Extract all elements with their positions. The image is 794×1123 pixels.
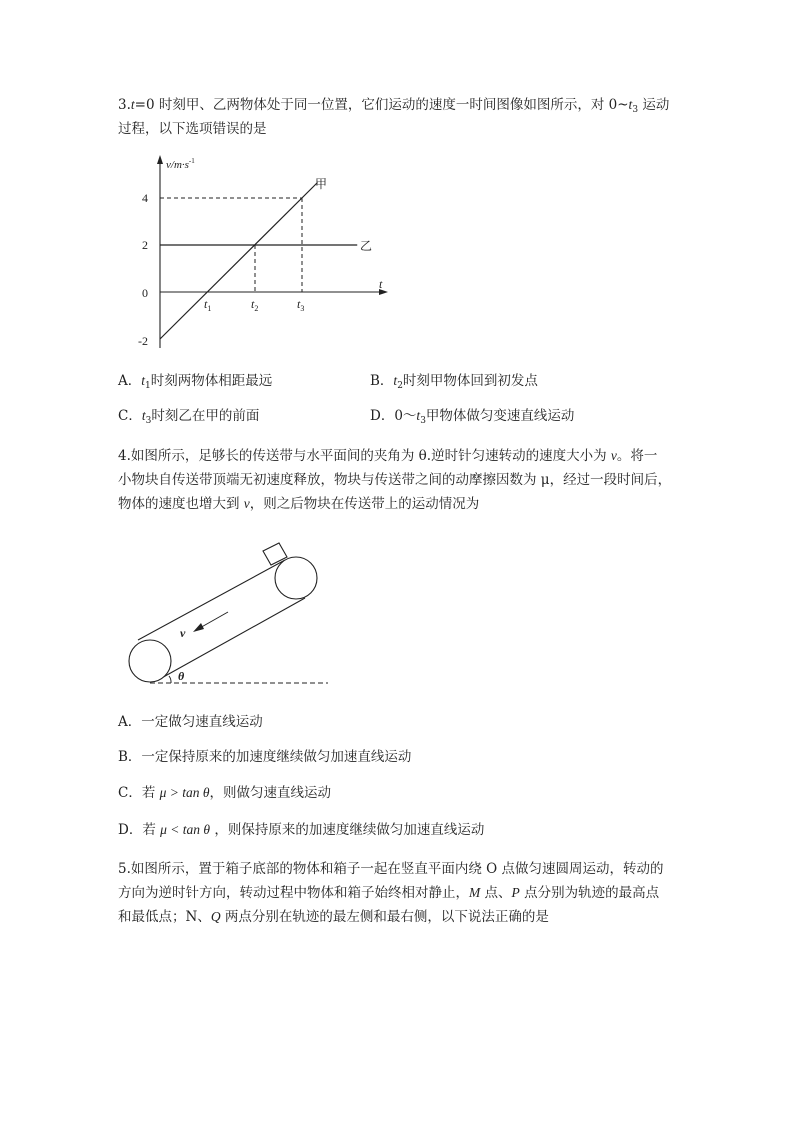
x-tick-t1: $t_1$ (204, 297, 212, 313)
series-yi-label: 乙 (360, 239, 373, 253)
x-tick-t2: $t_2$ (251, 297, 259, 313)
lower-roller (129, 640, 171, 682)
q3-option-d: D．$0\sim t_3$甲物体做匀变速直线运动 (370, 408, 575, 426)
q4-option-b: B．一定保持原来的加速度继续做匀加速直线运动 (118, 749, 412, 765)
series-jia-label: 甲 (315, 177, 328, 191)
q5-stem-line3: 和最低点；N、Q 两点分别在轨迹的最左侧和最右侧，以下说法正确的是 (118, 909, 549, 925)
y-tick-0: 0 (142, 286, 148, 300)
belt-top-edge (138, 560, 285, 640)
y-axis-label: $v/m\cdot s^{-1}$ (166, 157, 195, 171)
velocity-label: v (180, 626, 186, 640)
x-axis-label: t (379, 277, 383, 291)
q3-stem-line2: 过程，以下选项错误的是 (118, 121, 267, 137)
q4-stem-line1: 4.如图所示，足够长的传送带与水平面间的夹角为 θ.逆时针匀速转动的速度大小为 v。将一 (118, 448, 658, 464)
q4-option-a: A．一定做匀速直线运动 (118, 714, 263, 730)
q4-stem-line2: 小物块自传送带顶端无初速度释放，物块与传送带之间的动摩擦因数为 μ，经过一段时间后， (118, 472, 672, 488)
q4-stem-line3: 物体的速度也增大到 v，则之后物块在传送带上的运动情况为 (118, 496, 480, 512)
velocity-arrowhead (193, 623, 204, 632)
x-tick-t3: $t_3$ (297, 297, 305, 313)
y-tick-4: 4 (142, 191, 148, 205)
q3-stem-line1: 3.t=0 时刻甲、乙两物体处于同一位置，它们运动的速度一时间图像如图所示，对 $0\sim t_3$ 运动 (118, 97, 670, 115)
q5-stem-line2: 方向为逆时针方向，转动过程中物体和箱子始终相对静止，M 点、P 点分别为轨迹的最高点 (118, 885, 660, 901)
q4-option-d: D．若 μ < tan θ ，则保持原来的加速度继续做匀加速直线运动 (118, 822, 485, 838)
q4-option-c: C．若 μ > tan θ，则做匀速直线运动 (118, 785, 332, 801)
theta-label: θ (178, 669, 185, 683)
y-tick-neg2: -2 (138, 334, 148, 348)
y-tick-2: 2 (142, 238, 148, 252)
upper-roller (275, 557, 317, 599)
q5-stem-line1: 5.如图所示，置于箱子底部的物体和箱子一起在竖直平面内绕 O 点做匀速圆周运动，转动的 (118, 861, 664, 877)
angle-arc (169, 676, 171, 683)
q3-option-b: B．$t_2$时刻甲物体回到初发点 (370, 373, 538, 391)
q3-option-c: C．$t_3$时刻乙在甲的前面 (118, 408, 260, 426)
q3-option-a: A．$t_1$时刻两物体相距最远 (118, 373, 273, 391)
